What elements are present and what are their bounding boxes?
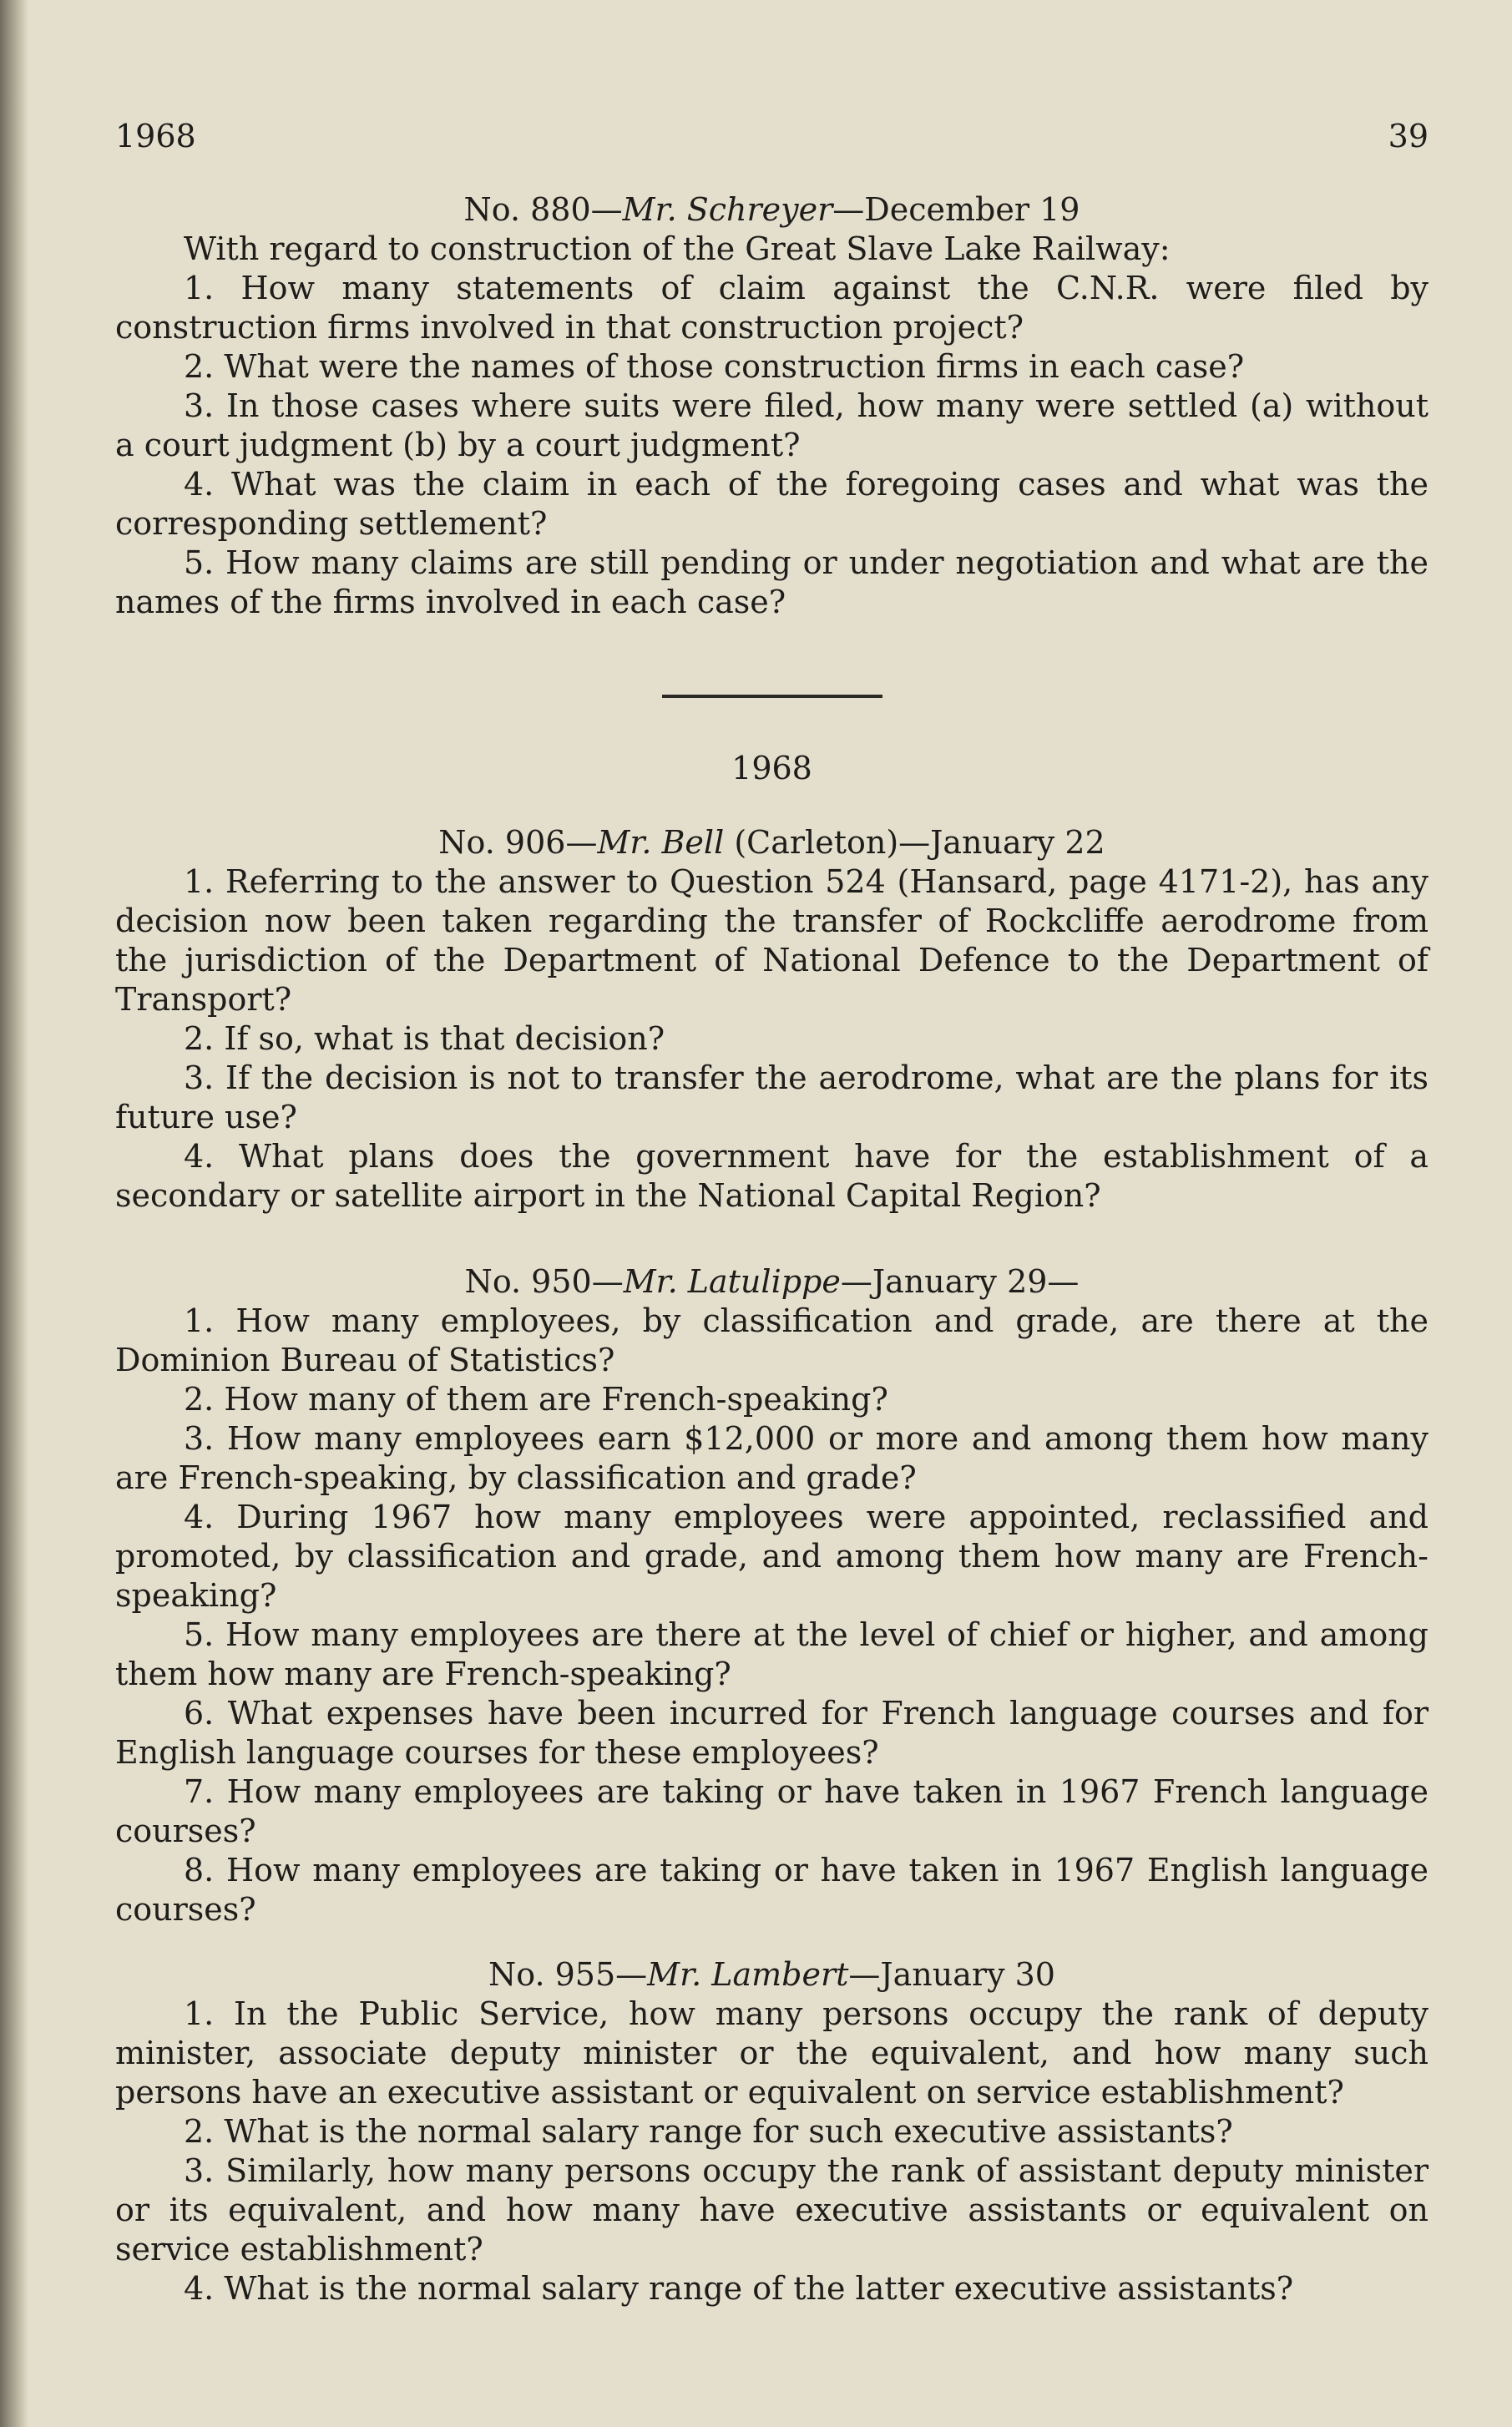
- question-item: 1. Referring to the answer to Question 524 (Hansard, page 4171-2), has any decision now been taken regarding the transfer of Rockcliffe aerodrome from the jurisdiction of the Department of National Defence to the Department of Transport?: [115, 863, 1429, 1018]
- question-item: 2. If so, what is that decision?: [184, 1020, 665, 1057]
- question-item: 3. In those cases where suits were filed, how many were settled (a) without a court judgment (b) by a court judgment?: [115, 387, 1429, 463]
- question-906: [115, 823, 1429, 1216]
- question-item: 4. During 1967 how many employees were appointed, reclassified and promoted, by classification and grade, and among them how many are French-speaking?: [115, 1499, 1429, 1614]
- question-heading: No. 880—Mr. Schreyer—December 19: [463, 191, 1080, 228]
- question-heading: No. 955—Mr. Lambert—January 30: [488, 1956, 1055, 1993]
- year-heading: 1968: [731, 750, 812, 786]
- section-divider: [115, 695, 1429, 700]
- question-item: 1. How many employees, by classification and grade, are there at the Dominion Bureau of Statistics?: [115, 1302, 1429, 1378]
- page-number: 39: [1388, 118, 1429, 154]
- book-binding-shadow: [0, 0, 28, 2427]
- question-heading: No. 906—Mr. Bell (Carleton)—January 22: [438, 824, 1105, 861]
- question-item: 2. How many of them are French-speaking?: [184, 1381, 888, 1418]
- question-item: 2. What were the names of those construction firms in each case?: [184, 348, 1245, 385]
- running-head: [115, 117, 1429, 159]
- question-item: 4. What plans does the government have for the establishment of a secondary or satellite airport in the National Capital Region?: [115, 1138, 1429, 1214]
- question-955: [115, 1955, 1429, 2308]
- question-item: 5. How many claims are still pending or under negotiation and what are the names of the firms involved in each case?: [115, 544, 1429, 620]
- question-item: 3. If the decision is not to transfer the aerodrome, what are the plans for its future use?: [115, 1059, 1429, 1135]
- question-item: 3. Similarly, how many persons occupy the rank of assistant deputy minister or its equivalent, and how many have executive assistants or equivalent on service establishment?: [115, 2152, 1429, 2268]
- running-head-year: 1968: [115, 118, 196, 154]
- question-item: 3. How many employees earn $12,000 or more and among them how many are French-speaking, by classification and grade?: [115, 1420, 1429, 1496]
- question-item: 1. How many statements of claim against the C.N.R. were filed by construction firms involved in that construction project?: [115, 270, 1429, 346]
- question-heading: No. 950—Mr. Latulippe—January 29—: [464, 1263, 1080, 1300]
- question-item: 4. What is the normal salary range of the latter executive assistants?: [184, 2270, 1294, 2307]
- question-item: 8. How many employees are taking or have taken in 1967 English language courses?: [115, 1852, 1429, 1928]
- question-item: 4. What was the claim in each of the foregoing cases and what was the corresponding settlement?: [115, 466, 1429, 542]
- question-item: 7. How many employees are taking or have taken in 1967 French language courses?: [115, 1773, 1429, 1849]
- question-950: [115, 1262, 1429, 1929]
- question-item: 5. How many employees are there at the level of chief or higher, and among them how many are French-speaking?: [115, 1616, 1429, 1692]
- question-item: 2. What is the normal salary range for such executive assistants?: [184, 2113, 1233, 2150]
- question-item: 1. In the Public Service, how many persons occupy the rank of deputy minister, associate deputy minister or the equivalent, and how many such persons have an executive assistant or equivalent on service establishment?: [115, 1995, 1429, 2111]
- question-880: [115, 190, 1429, 622]
- question-item: 6. What expenses have been incurred for French language courses and for English language courses for these employees?: [115, 1695, 1429, 1771]
- document-page: [115, 0, 1429, 2427]
- question-intro: With regard to construction of the Great Slave Lake Railway:: [184, 230, 1171, 267]
